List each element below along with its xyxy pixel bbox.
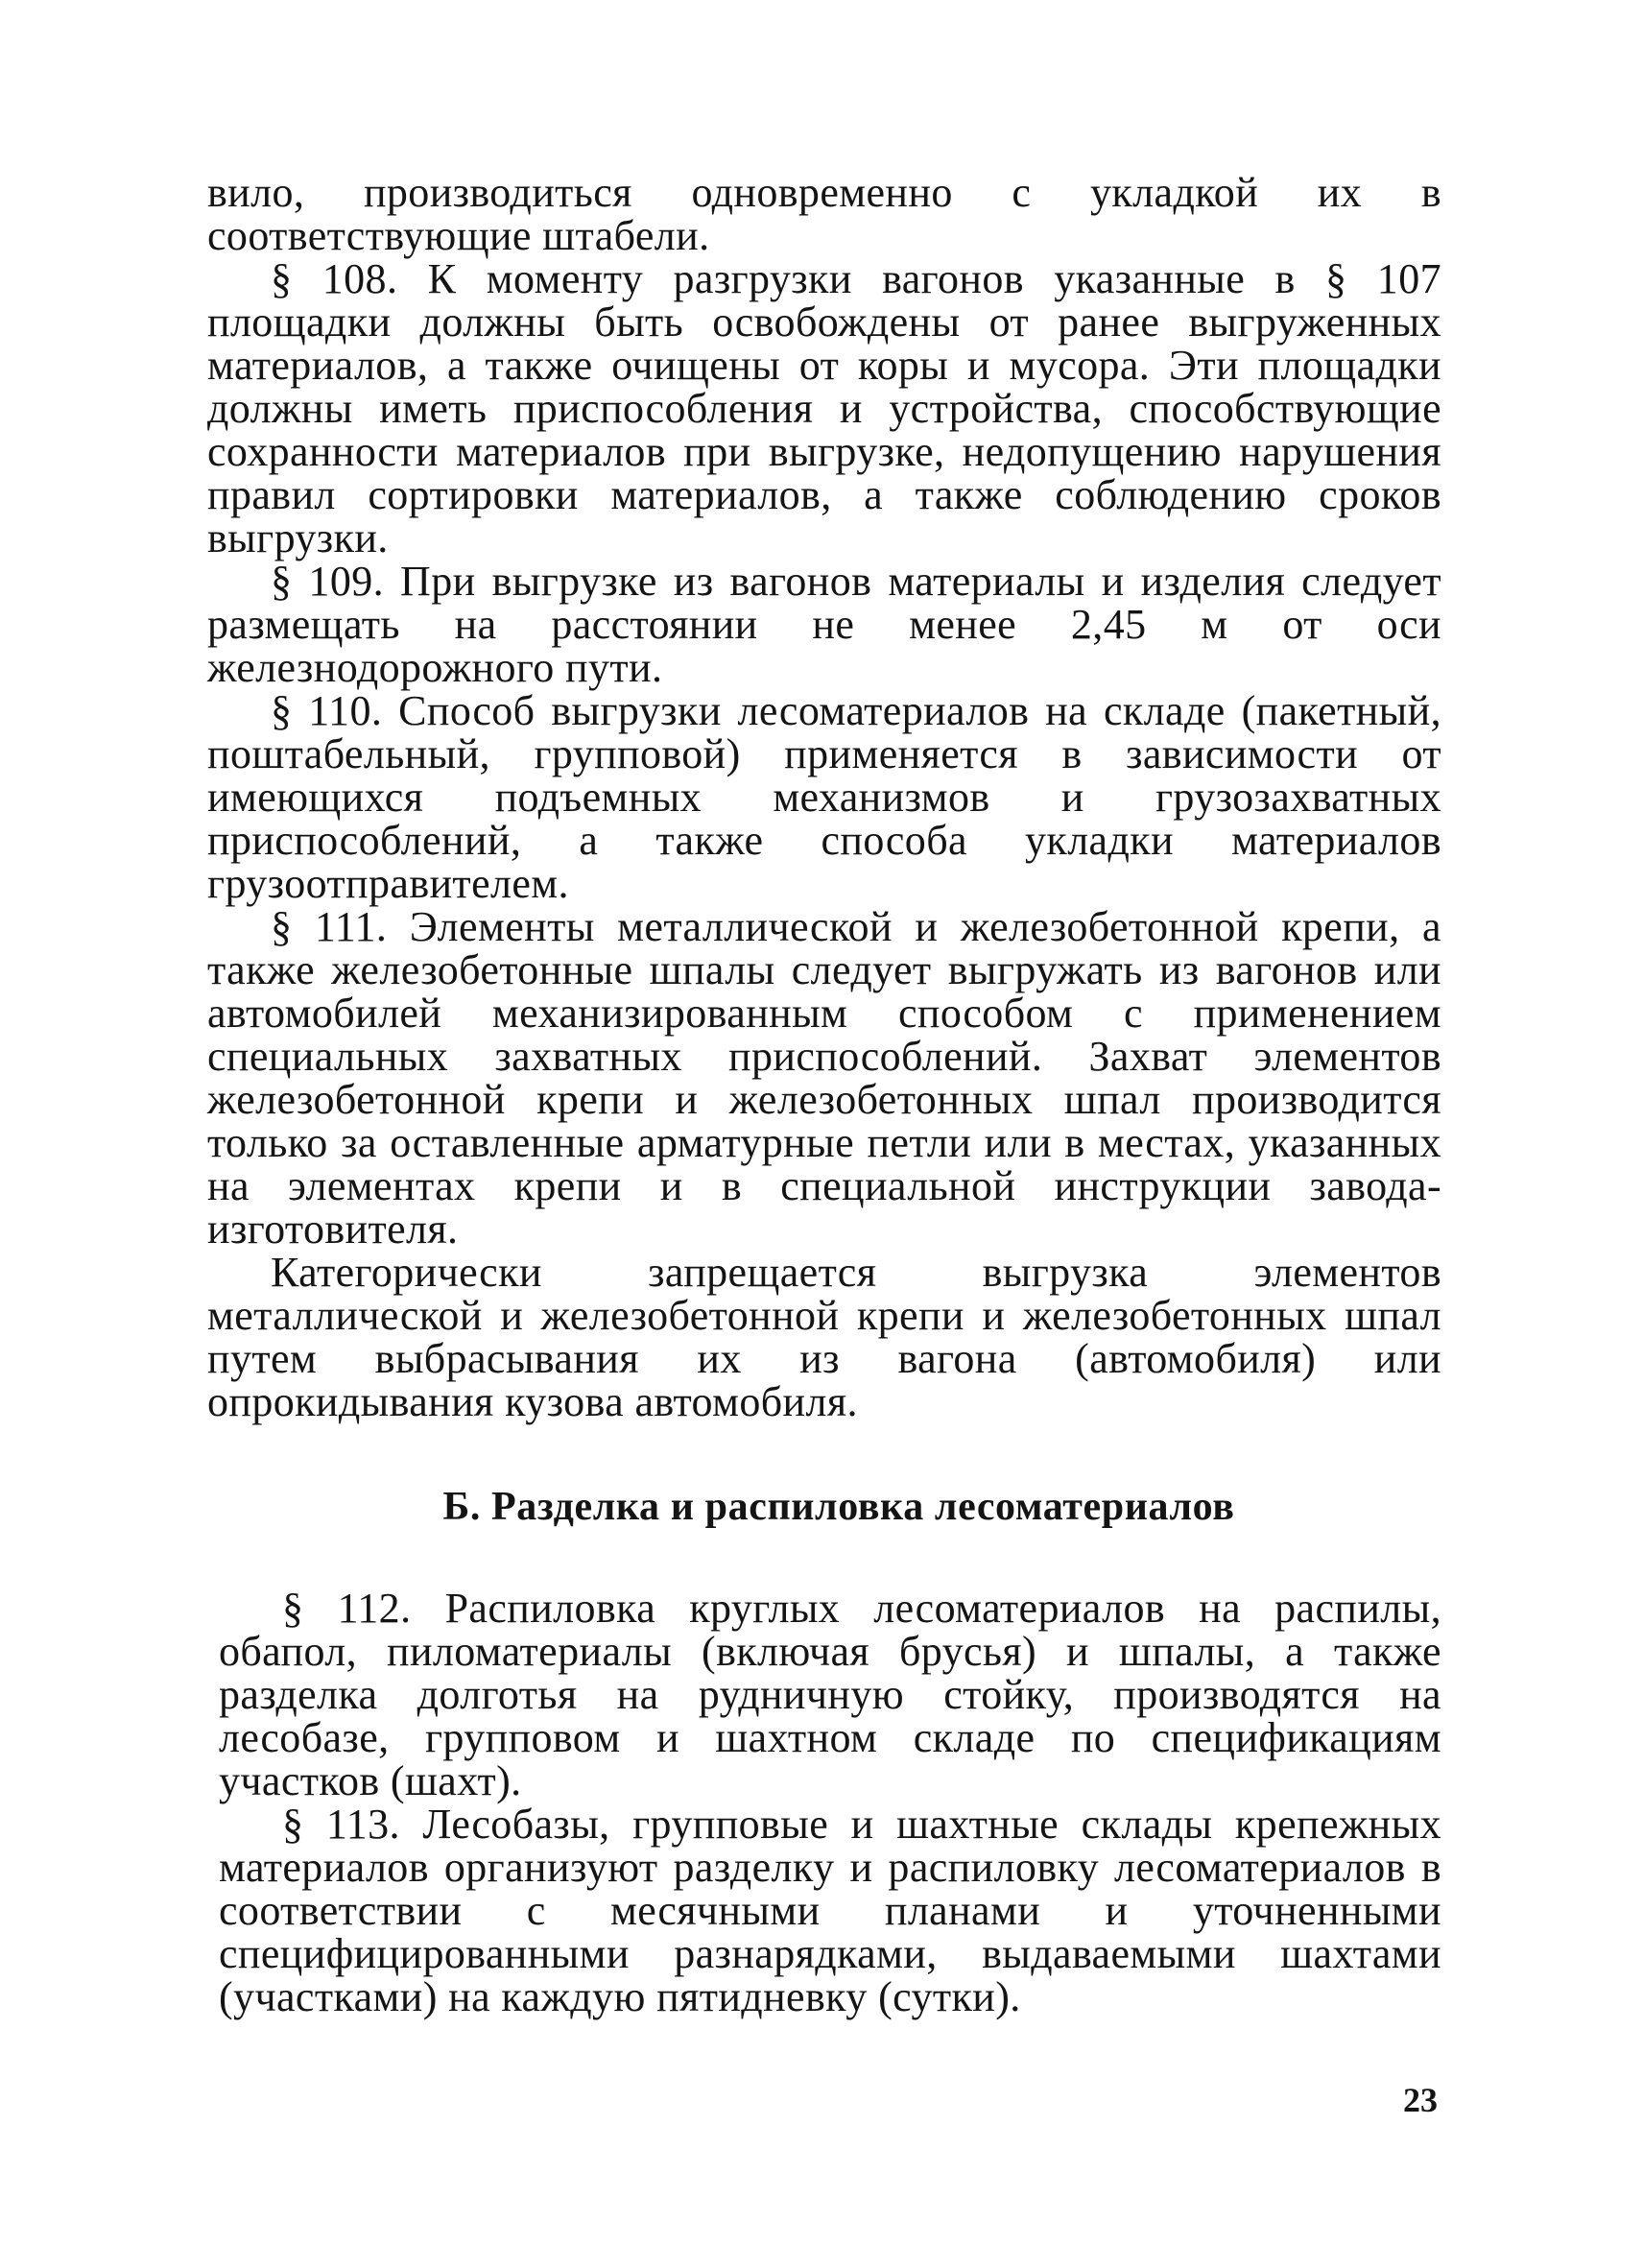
- section-b: [207, 1483, 1441, 2018]
- page-number: 23: [1403, 2081, 1438, 2119]
- paragraph-112: § 112. Распиловка круглых лесоматериалов на распилы, обапол, пиломатериалы (включая брусья) и шпалы, а также разделка долготья на рудничную стойку, производятся на лесобазе, групповом и шахтном складе по спецификациям участков (шахт).: [219, 1585, 1441, 1804]
- paragraph-111: § 111. Элементы металлической и железобетонной крепи, а также железобетонные шпалы следует выгружать из вагонов или автомобилей механизированным способом с применением специальных захватных приспособлений. Захват элементов железобетонной крепи и железобетонных шпал производится только за оставленные арматурные петли или в местах, указанных на элементах крепи и в специальной инструкции завода-изготовителя.: [207, 903, 1441, 1253]
- paragraph-110: § 110. Способ выгрузки лесоматериалов на складе (пакетный, поштабельный, групповой) применяется в зависимости от имеющихся подъемных механизмов и грузозахватных приспособлений, а также способа укладки материалов грузоотправителем.: [207, 687, 1441, 907]
- section-body: [207, 1587, 1441, 2018]
- paragraph-108: § 108. К моменту разгрузки вагонов указанные в § 107 площадки должны быть освобождены от ранее выгруженных материалов, а также очищены от коры и мусора. Эти площадки должны иметь приспособления и устройства, способствующие сохранности материалов при выгрузке, недопущению нарушения правил сортировки материалов, а также соблюдению сроков выгрузки.: [207, 255, 1441, 561]
- paragraph-continuation: вило, производиться одновременно с укладкой их в соответствующие штабели.: [207, 169, 1441, 259]
- section-heading: Б. Разделка и распиловка лесоматериалов: [442, 1485, 1235, 1529]
- paragraph-109: § 109. При выгрузке из вагонов материалы и изделия следует размещать на расстоянии не менее 2,45 м от оси железнодорожного пути.: [207, 558, 1441, 691]
- paragraph-111-prohibition: Категорически запрещается выгрузка элементов металлической и железобетонной крепи и железобетонных шпал путем выбрасывания их из вагона (автомобиля) или опрокидывания кузова автомобиля.: [207, 1249, 1441, 1425]
- document-page: [207, 171, 1441, 2018]
- paragraph-113: § 113. Лесобазы, групповые и шахтные склады крепежных материалов организуют разделку и распиловку лесоматериалов в соответствии с месячными планами и уточненными специфицированными разнарядками, выдаваемыми шахтами (участками) на каждую пятидневку (сутки).: [219, 1801, 1441, 2020]
